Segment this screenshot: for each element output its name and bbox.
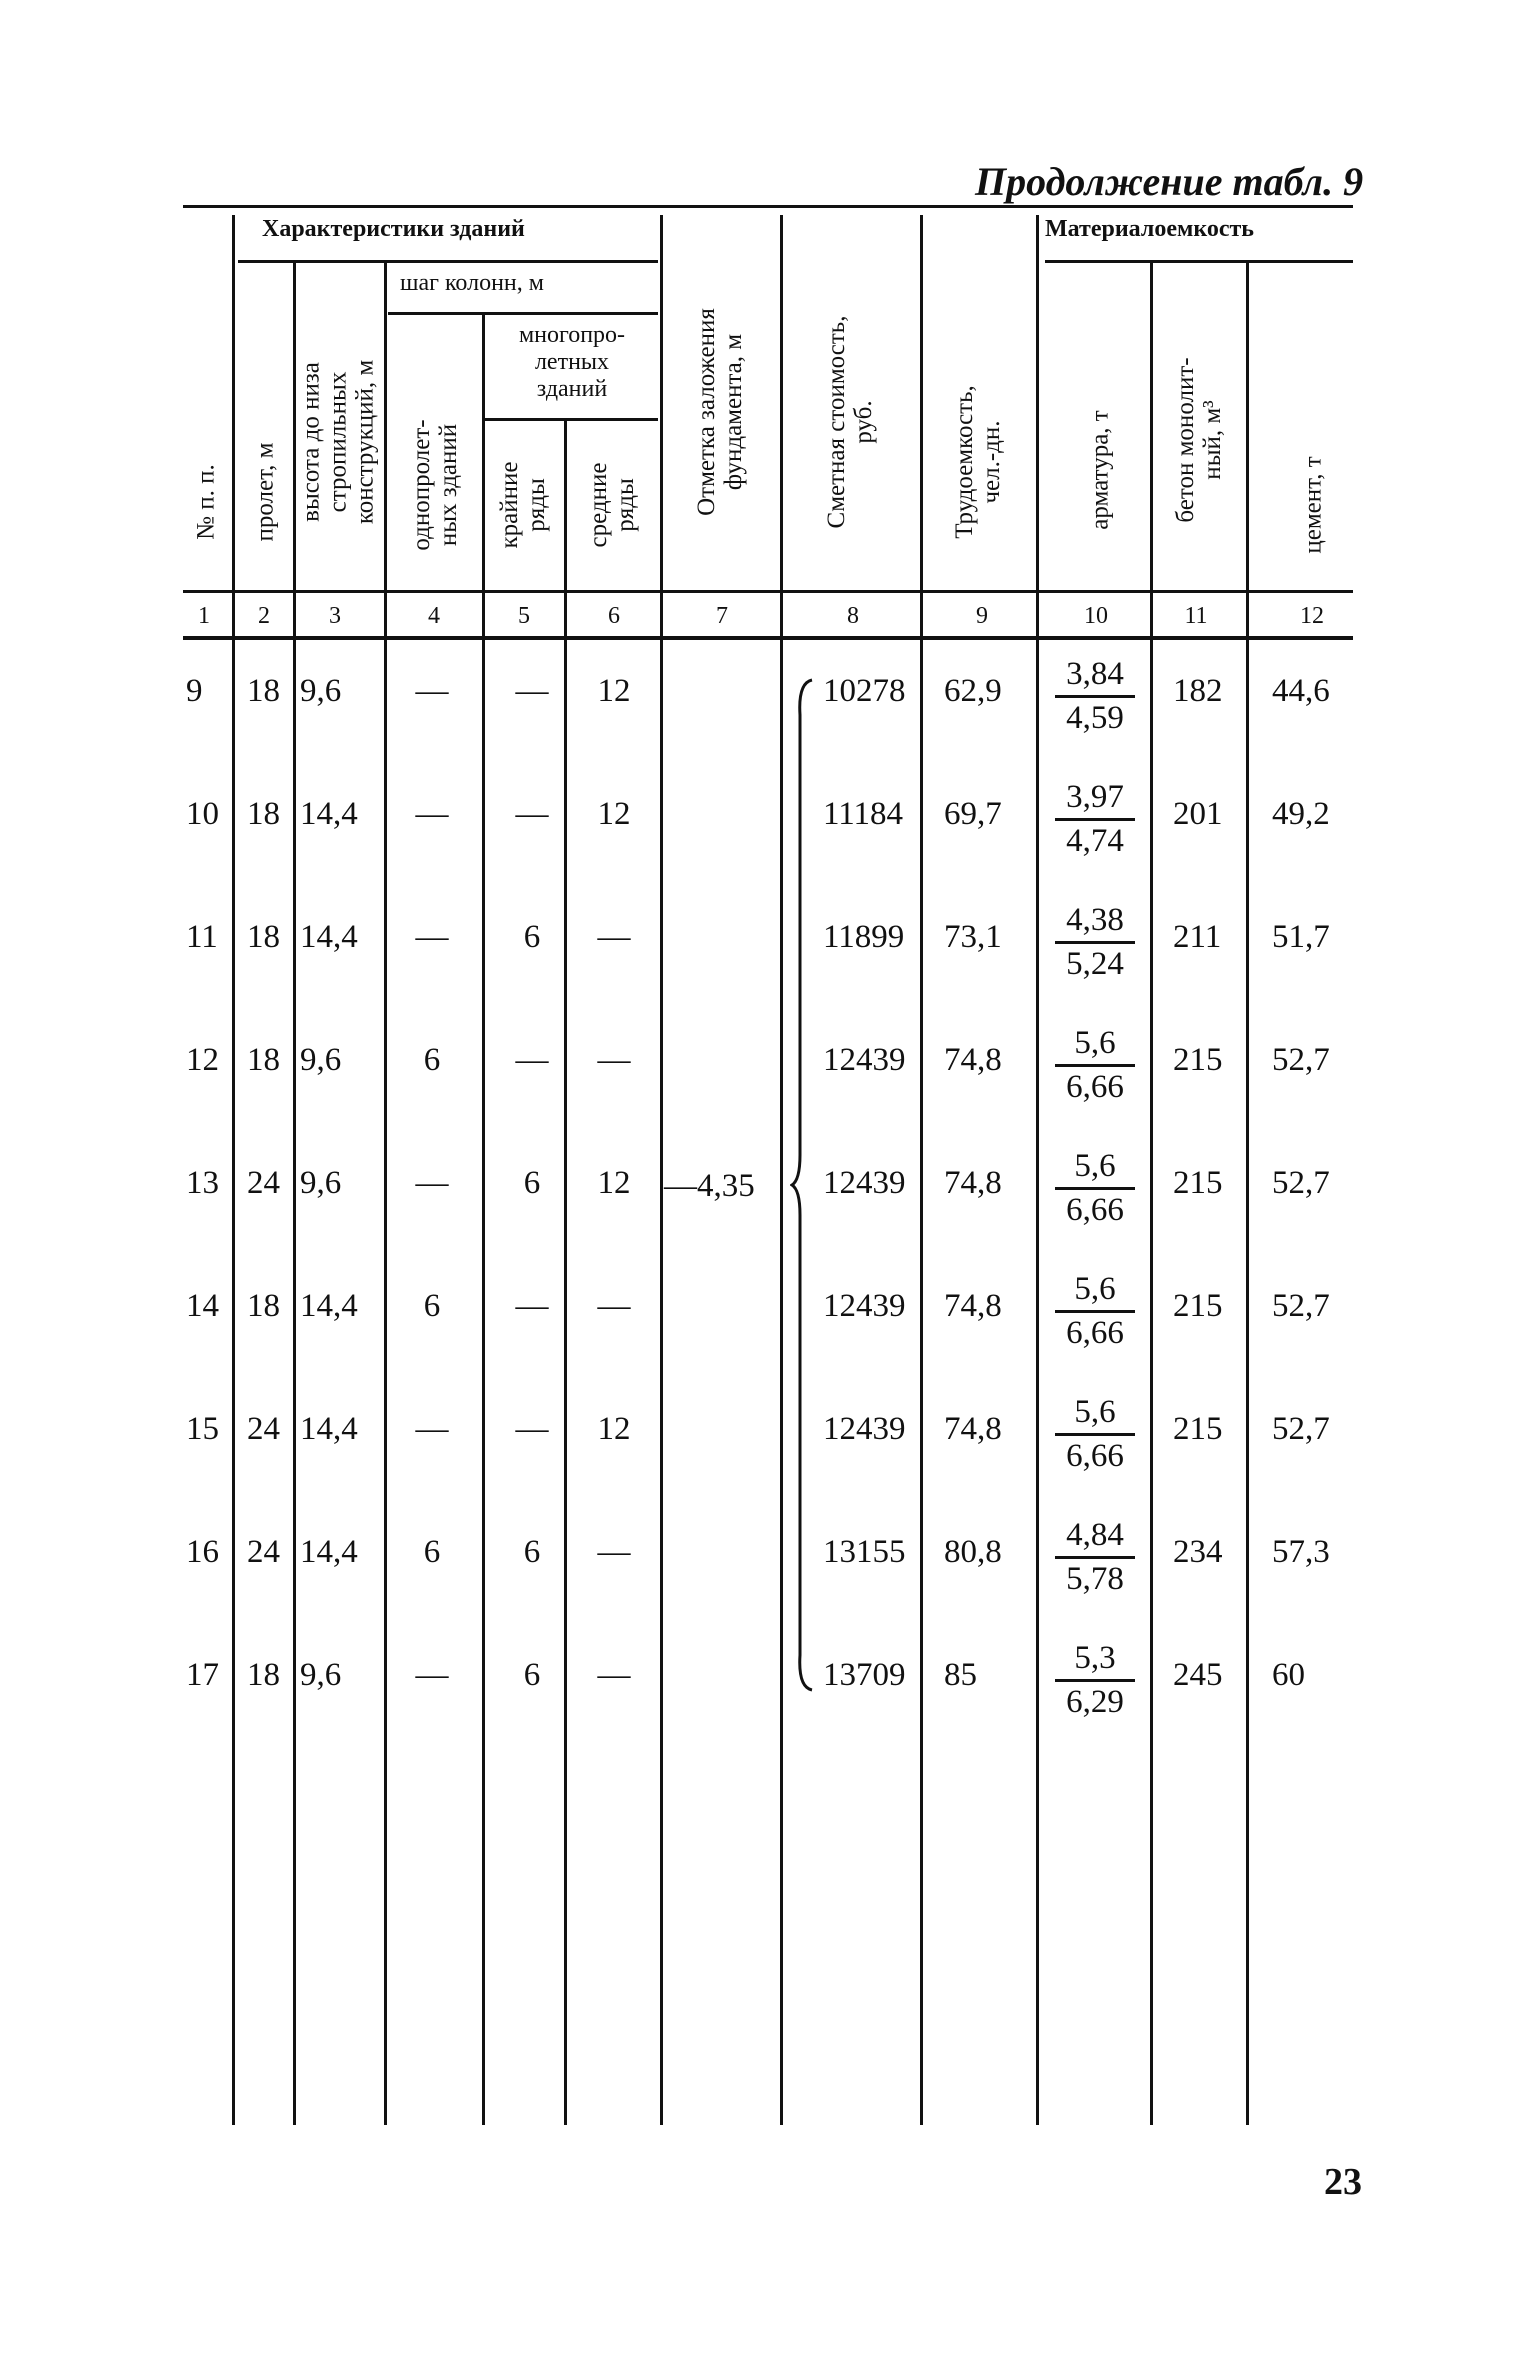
cost-value: 12439 — [823, 1288, 906, 1324]
height-value: 14,4 — [300, 796, 358, 832]
concrete-value: 182 — [1173, 673, 1223, 709]
header-row-number: № п. п. — [192, 464, 220, 540]
single-span-step: — — [415, 796, 449, 832]
cost-value: 12439 — [823, 1165, 906, 1201]
cement-value: 52,7 — [1272, 1165, 1330, 1201]
labor-value: 73,1 — [944, 919, 1002, 955]
cement-value: 49,2 — [1272, 796, 1330, 832]
multi-group-rule — [483, 418, 658, 421]
rebar-fraction — [1055, 1024, 1135, 1107]
middle-rows-step: 12 — [597, 1411, 631, 1447]
rebar-numerator: 3,97 — [1055, 778, 1135, 821]
rebar-fraction — [1055, 1147, 1135, 1230]
single-span-step: — — [415, 1657, 449, 1693]
span-value: 24 — [247, 1165, 280, 1201]
span-value: 18 — [247, 1657, 280, 1693]
col-divider — [482, 315, 485, 2125]
header-multispan-buildings: многопро- летных зданий — [518, 322, 626, 402]
cement-value: 44,6 — [1272, 673, 1330, 709]
labor-value: 69,7 — [944, 796, 1002, 832]
rebar-fraction — [1055, 901, 1135, 984]
row-number: 12 — [186, 1042, 219, 1078]
numbers-rule — [183, 636, 1353, 640]
col-divider — [1036, 215, 1039, 2125]
outer-rows-step: 6 — [523, 1534, 541, 1570]
outer-rows-step: — — [515, 796, 549, 832]
outer-rows-step: — — [515, 1042, 549, 1078]
rebar-denominator: 6,66 — [1066, 1192, 1124, 1228]
cement-value: 52,7 — [1272, 1411, 1330, 1447]
span-value: 18 — [247, 1042, 280, 1078]
single-span-step: 6 — [423, 1288, 441, 1324]
column-number: 6 — [608, 603, 620, 629]
concrete-value: 215 — [1173, 1411, 1223, 1447]
labor-value: 85 — [944, 1657, 977, 1693]
cement-value: 57,3 — [1272, 1534, 1330, 1570]
rebar-fraction — [1055, 1516, 1135, 1599]
single-span-step: — — [415, 919, 449, 955]
concrete-value: 201 — [1173, 796, 1223, 832]
rebar-denominator: 6,29 — [1066, 1684, 1124, 1720]
labor-value: 74,8 — [944, 1411, 1002, 1447]
single-span-step: — — [415, 1165, 449, 1201]
concrete-value: 245 — [1173, 1657, 1223, 1693]
height-value: 14,4 — [300, 1411, 358, 1447]
header-middle-rows: средние ряды — [585, 462, 639, 548]
cement-value: 52,7 — [1272, 1042, 1330, 1078]
row-number: 14 — [186, 1288, 219, 1324]
col-divider — [232, 215, 235, 2125]
row-number: 9 — [186, 673, 203, 709]
height-value: 14,4 — [300, 919, 358, 955]
col-divider — [660, 215, 663, 2125]
middle-rows-step: — — [597, 1288, 631, 1324]
header-foundation-level: Отметка заложения фундамента, м — [693, 308, 747, 516]
rebar-fraction — [1055, 778, 1135, 861]
col-divider — [780, 215, 783, 2125]
rebar-denominator: 6,66 — [1066, 1438, 1124, 1474]
outer-rows-step: — — [515, 1411, 549, 1447]
header-truss-height: высота до низа стропильных конструкций, м — [297, 359, 379, 525]
outer-rows-step: — — [515, 673, 549, 709]
step-group-rule — [388, 312, 658, 315]
row-number: 11 — [186, 919, 218, 955]
header-rule — [183, 590, 1353, 593]
rebar-numerator: 5,6 — [1055, 1147, 1135, 1190]
rebar-numerator: 5,6 — [1055, 1270, 1135, 1313]
outer-rows-step: 6 — [523, 919, 541, 955]
rebar-numerator: 5,6 — [1055, 1024, 1135, 1067]
span-value: 18 — [247, 673, 280, 709]
col-divider — [384, 263, 387, 2125]
span-value: 18 — [247, 1288, 280, 1324]
single-span-step: 6 — [423, 1042, 441, 1078]
single-span-step: — — [415, 673, 449, 709]
height-value: 9,6 — [300, 1042, 342, 1078]
header-single-span: однопролет- ных зданий — [408, 419, 462, 551]
cost-value: 13155 — [823, 1534, 906, 1570]
middle-rows-step: — — [597, 1042, 631, 1078]
cost-value: 12439 — [823, 1411, 906, 1447]
column-number: 10 — [1084, 603, 1108, 629]
middle-rows-step: — — [597, 1657, 631, 1693]
col-divider — [293, 263, 296, 2125]
rebar-denominator: 6,66 — [1066, 1315, 1124, 1351]
rebar-numerator: 4,38 — [1055, 901, 1135, 944]
rebar-fraction — [1055, 1270, 1135, 1353]
header-labor: Трудоемкость, чел.-дн. — [951, 385, 1005, 539]
concrete-value: 234 — [1173, 1534, 1223, 1570]
column-number: 1 — [198, 603, 210, 629]
rebar-denominator: 5,24 — [1066, 946, 1124, 982]
rebar-numerator: 3,84 — [1055, 655, 1135, 698]
header-concrete: бетон монолит- ный, м³ — [1172, 357, 1226, 523]
column-number: 8 — [847, 603, 859, 629]
cement-value: 51,7 — [1272, 919, 1330, 955]
foundation-level-value: —4,35 — [664, 1168, 755, 1204]
height-value: 9,6 — [300, 1165, 342, 1201]
row-number: 17 — [186, 1657, 219, 1693]
header-outer-rows: крайние ряды — [496, 461, 550, 549]
col-divider — [1246, 263, 1249, 2125]
header-column-step: шаг колонн, м — [400, 270, 544, 296]
span-value: 18 — [247, 919, 280, 955]
rebar-numerator: 5,6 — [1055, 1393, 1135, 1436]
table-caption: Продолжение табл. 9 — [975, 159, 1364, 204]
page-number: 23 — [1324, 2161, 1362, 2203]
middle-rows-step: 12 — [597, 796, 631, 832]
height-value: 9,6 — [300, 1657, 342, 1693]
column-number: 11 — [1184, 603, 1208, 629]
height-value: 9,6 — [300, 673, 342, 709]
column-number: 5 — [518, 603, 530, 629]
single-span-step: 6 — [423, 1534, 441, 1570]
middle-rows-step: — — [597, 1534, 631, 1570]
span-value: 18 — [247, 796, 280, 832]
labor-value: 74,8 — [944, 1042, 1002, 1078]
middle-rows-step: — — [597, 919, 631, 955]
rebar-denominator: 6,66 — [1066, 1069, 1124, 1105]
cement-value: 52,7 — [1272, 1288, 1330, 1324]
row-number: 10 — [186, 796, 219, 832]
cost-value: 11899 — [823, 919, 905, 955]
labor-value: 62,9 — [944, 673, 1002, 709]
column-number: 4 — [428, 603, 440, 629]
column-number: 12 — [1300, 603, 1324, 629]
header-rebar: арматура, т — [1086, 410, 1114, 530]
labor-value: 74,8 — [944, 1288, 1002, 1324]
rebar-fraction — [1055, 655, 1135, 738]
rebar-fraction — [1055, 1393, 1135, 1476]
span-value: 24 — [247, 1411, 280, 1447]
rebar-fraction — [1055, 1639, 1135, 1722]
col-divider — [920, 215, 923, 2125]
rebar-denominator: 5,78 — [1066, 1561, 1124, 1597]
header-span: пролет, м — [251, 442, 279, 542]
concrete-value: 215 — [1173, 1165, 1223, 1201]
cost-value: 10278 — [823, 673, 906, 709]
column-number: 2 — [258, 603, 270, 629]
cement-value: 60 — [1272, 1657, 1305, 1693]
height-value: 14,4 — [300, 1534, 358, 1570]
header-cement: цемент, т — [1299, 456, 1327, 554]
header-estimated-cost: Сметная стоимость, руб. — [823, 315, 877, 529]
rebar-denominator: 4,74 — [1066, 823, 1124, 859]
concrete-value: 211 — [1173, 919, 1222, 955]
rebar-denominator: 4,59 — [1066, 700, 1124, 736]
chars-group-rule — [238, 260, 658, 263]
col-divider — [1150, 263, 1153, 2125]
header-building-characteristics: Характеристики зданий — [262, 216, 525, 242]
height-value: 14,4 — [300, 1288, 358, 1324]
single-span-step: — — [415, 1411, 449, 1447]
cost-value: 11184 — [823, 796, 904, 832]
rebar-numerator: 5,3 — [1055, 1639, 1135, 1682]
header-material-intensity: Материалоемкость — [1045, 216, 1254, 242]
top-rule — [183, 205, 1353, 208]
span-value: 24 — [247, 1534, 280, 1570]
middle-rows-step: 12 — [597, 673, 631, 709]
grouping-brace — [790, 675, 820, 1695]
outer-rows-step: — — [515, 1288, 549, 1324]
labor-value: 80,8 — [944, 1534, 1002, 1570]
middle-rows-step: 12 — [597, 1165, 631, 1201]
labor-value: 74,8 — [944, 1165, 1002, 1201]
concrete-value: 215 — [1173, 1288, 1223, 1324]
concrete-value: 215 — [1173, 1042, 1223, 1078]
outer-rows-step: 6 — [523, 1165, 541, 1201]
cost-value: 12439 — [823, 1042, 906, 1078]
row-number: 13 — [186, 1165, 219, 1201]
outer-rows-step: 6 — [523, 1657, 541, 1693]
column-number: 9 — [976, 603, 988, 629]
material-group-rule — [1045, 260, 1353, 263]
row-number: 16 — [186, 1534, 219, 1570]
column-number: 3 — [329, 603, 341, 629]
cost-value: 13709 — [823, 1657, 906, 1693]
row-number: 15 — [186, 1411, 219, 1447]
column-number: 7 — [716, 603, 728, 629]
rebar-numerator: 4,84 — [1055, 1516, 1135, 1559]
